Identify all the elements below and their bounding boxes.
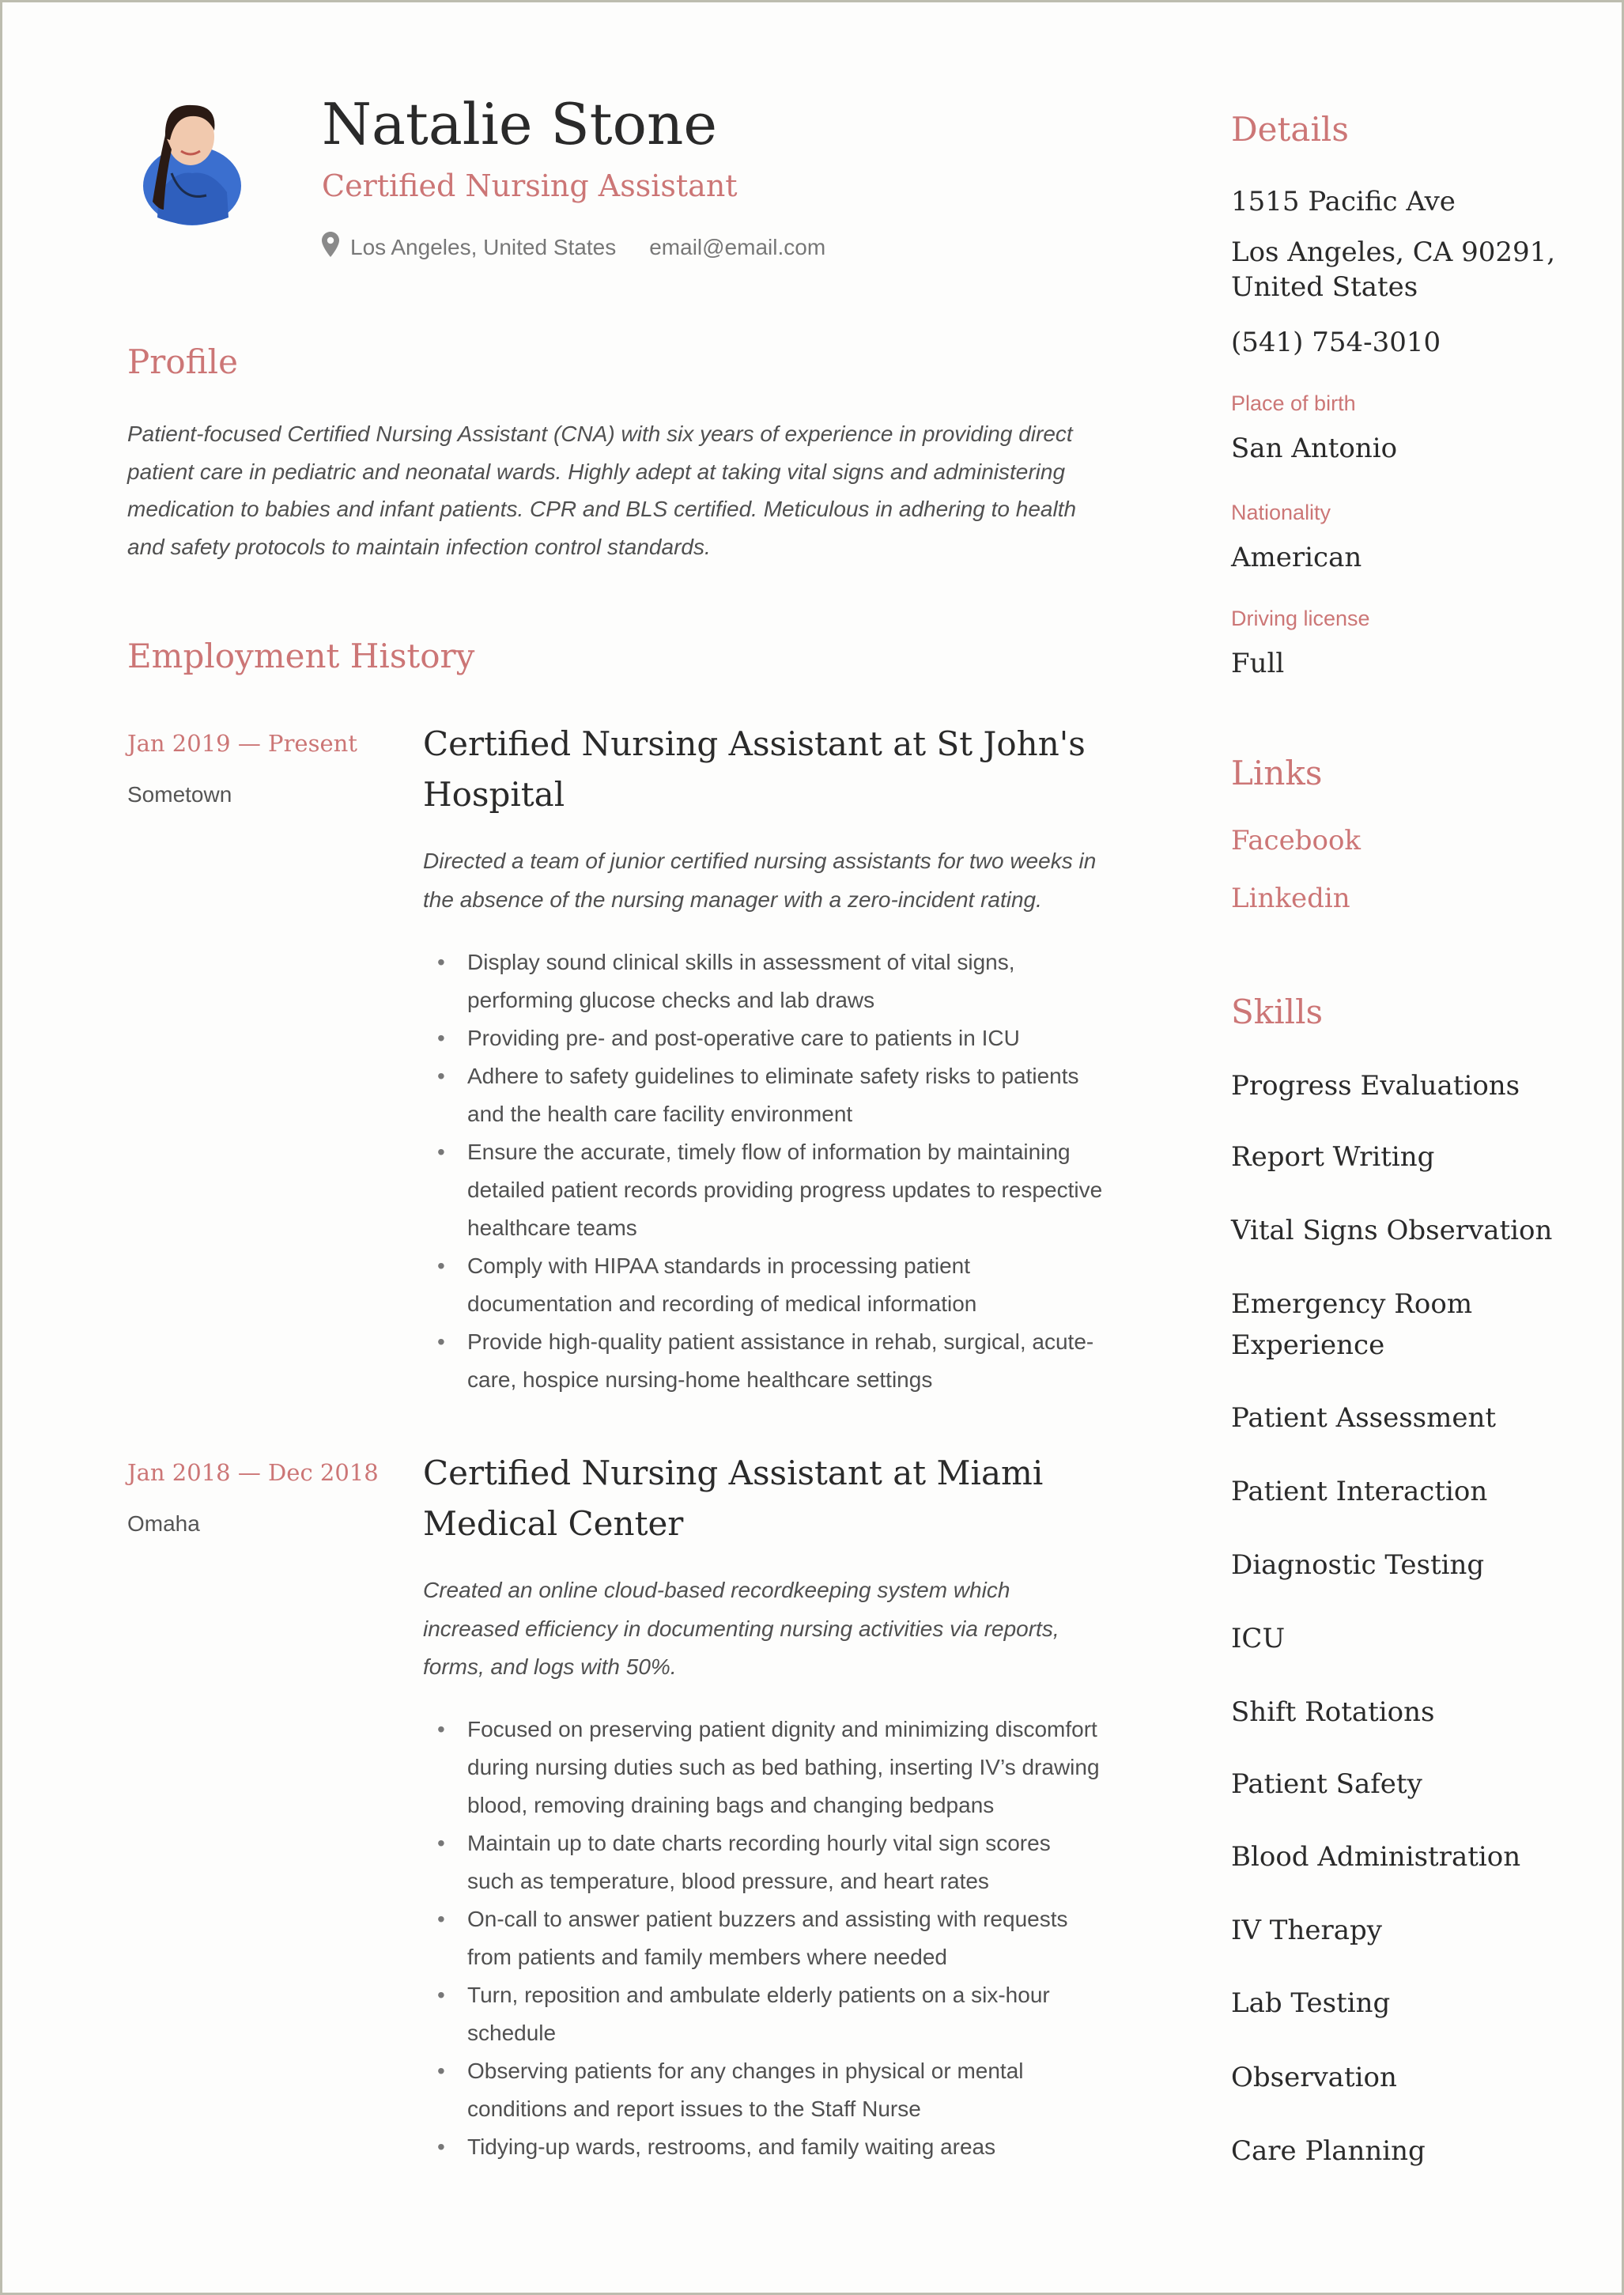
list-item: • Focused on preserving patient dignity and minimizing discomfort during nursing duties such as bed bathing, inserting IV’s drawing blood, removing draining bags and changing bedpans [423, 1711, 1103, 1824]
skill-item: Report Writing [1231, 1141, 1435, 1173]
job-summary: Directed a team of junior certified nursing assistants for two weeks in the absence of the nursing manager with a zero-incident rating. [423, 849, 1097, 912]
skill-item: Patient Safety [1231, 1768, 1422, 1800]
job-bullets [423, 943, 1103, 1399]
job-title: Certified Nursing Assistant at St John's Hospital [423, 724, 1086, 814]
list-item: • Maintain up to date charts recording hourly vital sign scores such as temperature, blood pressure, and heart rates [423, 1824, 1103, 1900]
links-heading: Links [1231, 754, 1323, 792]
skill-item: Lab Testing [1231, 1987, 1391, 2019]
job-bullets [423, 1711, 1103, 2166]
list-item: • Adhere to safety guidelines to eliminate safety risks to patients and the health care facility environment [423, 1057, 1103, 1133]
list-item: • Display sound clinical skills in assessment of vital signs, performing glucose checks and lab draws [423, 943, 1103, 1019]
skill-item: Patient Assessment [1231, 1402, 1497, 1434]
candidate-name: Natalie Stone [322, 91, 717, 157]
profile-summary: Patient-focused Certified Nursing Assistant (CNA) with six years of experience in providing direct patient care in pediatric and neonatal wards. Highly adept at taking vital signs and administering medication to babies and infant patients. CPR and BLS certified. Meticulous in adhering to health and safety protocols to maintain infection control standards. [127, 422, 1077, 559]
linkedin-link[interactable]: Linkedin [1231, 883, 1350, 914]
list-item: • Observing patients for any changes in physical or mental conditions and report issues to the Staff Nurse [423, 2052, 1103, 2128]
email-link[interactable]: email@email.com [649, 234, 826, 259]
skills-heading: Skills [1231, 992, 1324, 1031]
phone-number: (541) 754-3010 [1231, 327, 1441, 358]
job-dates: Jan 2019 — Present [127, 730, 357, 757]
facebook-link[interactable]: Facebook [1231, 825, 1362, 856]
map-pin-icon [322, 232, 339, 263]
job-title: Certified Nursing Assistant at Miami Medical Center [423, 1454, 1044, 1543]
birth-label: Place of birth [1231, 391, 1356, 415]
job-summary: Created an online cloud-based recordkeeping system which increased efficiency in documenting nursing activities via reports, forms, and logs with 50%. [423, 1578, 1059, 1679]
list-item: • Ensure the accurate, timely flow of information by maintaining detailed patient records providing progress updates to respective healthcare teams [423, 1133, 1103, 1247]
list-item: • On-call to answer patient buzzers and assisting with requests from patients and family members where needed [423, 1900, 1103, 1976]
skill-item: ICU [1231, 1623, 1286, 1654]
list-item: • Turn, reposition and ambulate elderly patients on a six-hour schedule [423, 1976, 1103, 2052]
nationality-value: American [1231, 542, 1362, 573]
address-line-1: 1515 Pacific Ave [1231, 186, 1456, 217]
skill-item: Diagnostic Testing [1231, 1549, 1485, 1581]
license-value: Full [1231, 648, 1285, 679]
avatar [135, 91, 244, 230]
candidate-title: Certified Nursing Assistant [322, 168, 738, 203]
list-item: • Comply with HIPAA standards in processing patient documentation and recording of medical information [423, 1247, 1103, 1323]
list-item: • Provide high-quality patient assistance in rehab, surgical, acute-care, hospice nursing-home healthcare settings [423, 1323, 1103, 1399]
list-item: • Providing pre- and post-operative care to patients in ICU [423, 1019, 1103, 1057]
job-dates: Jan 2018 — Dec 2018 [127, 1459, 379, 1486]
skill-item: Shift Rotations [1231, 1696, 1435, 1728]
license-label: Driving license [1231, 607, 1370, 630]
skill-item: Progress Evaluations [1231, 1070, 1520, 1102]
skill-item: Blood Administration [1231, 1841, 1521, 1873]
details-heading: Details [1231, 110, 1349, 149]
birth-value: San Antonio [1231, 433, 1398, 464]
profile-heading: Profile [127, 342, 238, 381]
job-city: Omaha [127, 1511, 200, 1536]
skill-item: IV Therapy [1231, 1915, 1382, 1946]
skill-item: Patient Interaction [1231, 1476, 1488, 1507]
nationality-label: Nationality [1231, 501, 1331, 524]
skill-item: Care Planning [1231, 2135, 1426, 2167]
address-line-2: Los Angeles, CA 90291, United States [1231, 236, 1556, 303]
location-text: Los Angeles, United States [350, 234, 617, 259]
skill-item: Vital Signs Observation [1231, 1215, 1553, 1246]
employment-heading: Employment History [127, 637, 475, 675]
skill-item: Observation [1231, 2062, 1397, 2093]
contact-row [322, 232, 825, 263]
skill-item: Emergency Room Experience [1231, 1288, 1473, 1361]
job-city: Sometown [127, 782, 232, 807]
list-item: • Tidying-up wards, restrooms, and family waiting areas [423, 2128, 1103, 2166]
